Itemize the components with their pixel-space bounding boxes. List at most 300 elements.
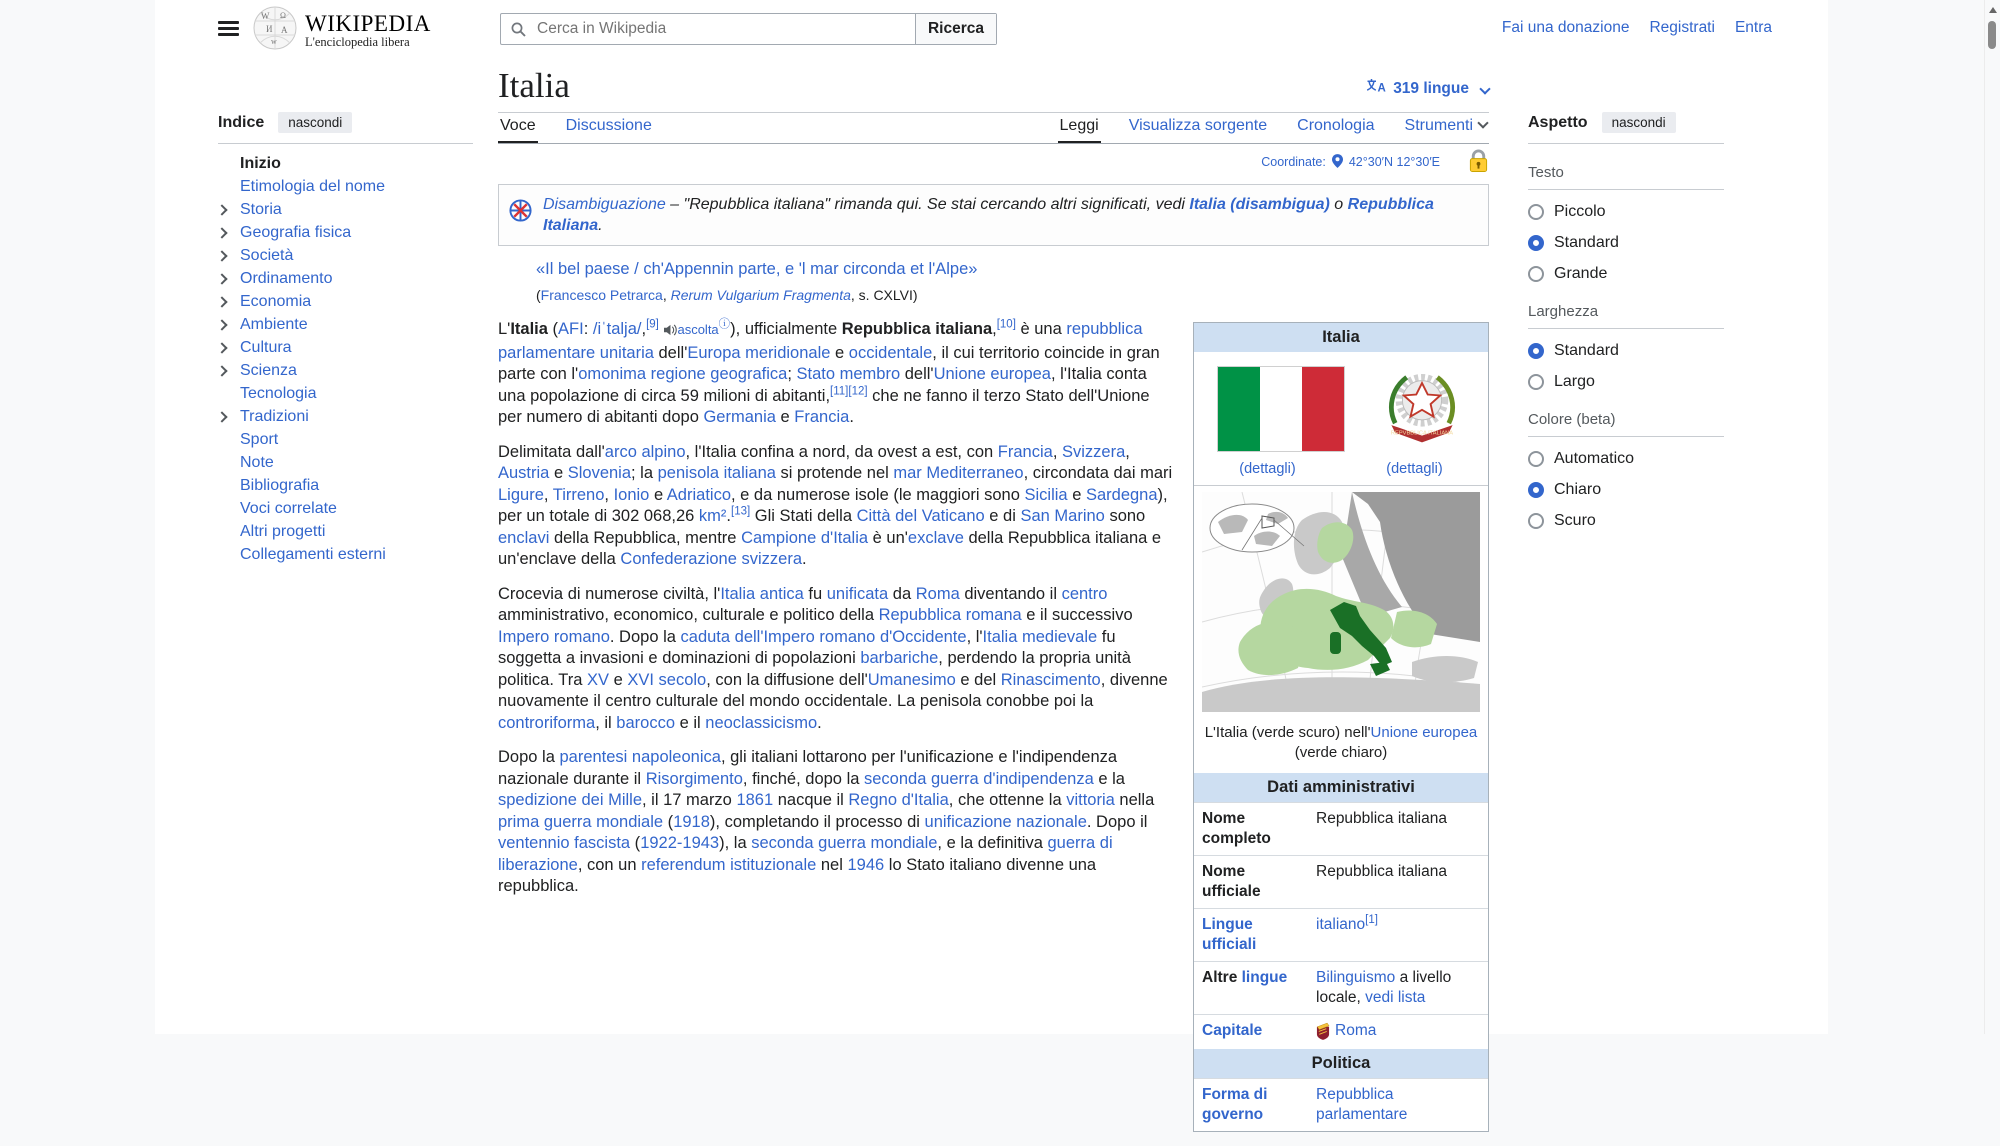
eu-location-map[interactable]: [1194, 486, 1488, 719]
reference-superscript: [997, 319, 1016, 331]
inline-link[interactable]: Disambiguazione: [543, 196, 666, 213]
inline-link[interactable]: mar Mediterraneo: [893, 464, 1024, 482]
radio-option-label: Scuro: [1554, 512, 1596, 529]
radio-unselected-icon[interactable]: [1528, 374, 1544, 390]
text-segment: sono: [1104, 507, 1146, 525]
inline-link[interactable]: Italia antica: [720, 584, 804, 603]
text-segment: ), completando il processo di: [709, 812, 925, 831]
text-segment: ,: [641, 320, 647, 338]
toc-item-sport[interactable]: [218, 428, 473, 451]
text-segment: e: [549, 464, 568, 482]
inline-link[interactable]: Sardegna: [1085, 485, 1158, 504]
text-segment: , e da numerose isole (le maggiori sono: [731, 485, 1025, 504]
inline-link[interactable]: Repubblica romana: [878, 606, 1022, 624]
infobox-row-value: [1310, 962, 1488, 1014]
toc-item-label[interactable]: Economia: [240, 293, 312, 310]
text-segment: .: [802, 550, 807, 568]
radio-unselected-icon[interactable]: [1528, 451, 1544, 467]
reference-link[interactable]: [11]: [830, 385, 849, 397]
expand-chevron-icon[interactable]: [216, 227, 227, 238]
toc-item-economia[interactable]: [218, 290, 473, 313]
text-segment: nel: [816, 855, 848, 874]
audio-speaker-icon[interactable]: [663, 321, 677, 343]
text-segment: a livello locale,: [1316, 969, 1452, 1006]
toc-item-label[interactable]: Tradizioni: [240, 408, 309, 425]
text-segment: nacque il: [773, 791, 849, 809]
emblem-details-link[interactable]: (dettagli): [1386, 461, 1443, 477]
coordinates-line: [498, 150, 1489, 174]
radio-unselected-icon[interactable]: [1528, 204, 1544, 220]
appearance-section-title: Larghezza: [1528, 297, 1724, 329]
toc-item-etimologia-del-nome[interactable]: [218, 175, 473, 198]
text-segment: ,: [604, 485, 614, 504]
inline-link[interactable]: km²: [698, 507, 727, 525]
expand-chevron-icon[interactable]: [216, 342, 227, 353]
inline-link[interactable]: Regno d'Italia: [848, 791, 949, 809]
text-segment: .: [726, 507, 732, 525]
toc-item-label[interactable]: Cultura: [240, 339, 292, 356]
toc-item-ambiente[interactable]: [218, 313, 473, 336]
inline-link[interactable]: Capitale: [1202, 1022, 1263, 1039]
text-segment: (verde chiaro): [1294, 744, 1388, 761]
text-segment: e: [1067, 485, 1086, 504]
inline-link[interactable]: italiano: [1316, 916, 1366, 933]
text-segment: .: [598, 217, 603, 234]
inline-link[interactable]: exclave: [907, 528, 964, 547]
expand-chevron-icon[interactable]: [216, 411, 227, 422]
toc-header: [218, 112, 473, 144]
text-segment: lo Stato italiano divenne una repubblica.: [498, 855, 1097, 895]
svg-text:A: A: [1377, 82, 1386, 94]
infobox-detail-links: [1194, 457, 1488, 486]
appearance-hide-button[interactable]: nascondi: [1602, 112, 1676, 133]
wikipedia-wordmark: [305, 12, 431, 49]
reference-link[interactable]: [13]: [731, 505, 751, 518]
text-segment: dell': [653, 343, 688, 362]
text-segment: , s. CXLVI): [850, 287, 918, 303]
reference-link[interactable]: [9]: [646, 318, 659, 331]
flag-details-link[interactable]: (dettagli): [1239, 461, 1296, 477]
tab-visualizza-sorgente[interactable]: Visualizza sorgente: [1128, 117, 1268, 134]
inline-link[interactable]: Forma di governo: [1202, 1086, 1268, 1123]
page-title: Italia: [498, 66, 570, 105]
coordinates-label[interactable]: Coordinate:: [1261, 155, 1326, 169]
tab-strumenti[interactable]: Strumenti: [1403, 113, 1489, 143]
scrollbar-thumb[interactable]: [1988, 21, 1996, 49]
reference-superscript: [830, 385, 848, 397]
inline-link[interactable]: caduta dell'Impero romano d'Occidente: [680, 627, 967, 646]
inline-link[interactable]: Slovenia: [567, 464, 632, 482]
inline-link[interactable]: Repubblica parlamentare: [1316, 1086, 1408, 1123]
svg-text:И: И: [266, 24, 273, 34]
expand-chevron-icon[interactable]: [216, 273, 227, 284]
inline-link[interactable]: penisola italiana: [657, 464, 776, 482]
radio-option-piccolo[interactable]: [1528, 203, 1724, 221]
text-segment: che ne fanno il terzo Stato dell'Unione per numero di abitanti dopo: [498, 386, 1150, 426]
radio-option-label: Largo: [1554, 373, 1595, 390]
language-icon: [1366, 78, 1387, 99]
text-segment: ; la: [631, 464, 658, 482]
reference-link[interactable]: ⓘ: [718, 318, 731, 331]
expand-chevron-icon[interactable]: [216, 365, 227, 376]
language-selector-button[interactable]: [1366, 78, 1489, 99]
text-segment: , perdendo la propria unità politica. Tra: [498, 649, 1131, 689]
user-link-1[interactable]: Registrati: [1649, 19, 1715, 36]
inline-link[interactable]: Francesco Petrarca: [540, 287, 663, 303]
user-link-0[interactable]: Fai una donazione: [1501, 19, 1630, 36]
wikipedia-logo[interactable]: [253, 6, 431, 55]
inline-link[interactable]: Città del Vaticano: [856, 507, 985, 525]
inline-link[interactable]: Ligure: [498, 485, 544, 504]
inline-link[interactable]: barocco: [616, 713, 675, 732]
inline-link[interactable]: enclavi: [498, 528, 550, 547]
toc-item-label[interactable]: Inizio: [240, 155, 281, 172]
inline-link[interactable]: Europa meridionale: [687, 343, 831, 362]
text-segment: e: [608, 670, 628, 689]
toc-item-label[interactable]: Altri progetti: [240, 523, 326, 540]
inline-link[interactable]: Rinascimento: [1000, 670, 1101, 689]
inline-link[interactable]: seconda guerra d'indipendenza: [864, 769, 1094, 788]
text-segment: si protende nel: [775, 464, 894, 482]
text-segment: , il cui territorio coincide in gran parte con l': [498, 343, 1160, 383]
main-menu-icon[interactable]: [218, 21, 239, 36]
inline-link[interactable]: Francia: [794, 408, 850, 426]
svg-text:REPVBBLICA ITALIANA: REPVBBLICA ITALIANA: [1390, 430, 1453, 437]
tab-discussione[interactable]: Discussione: [565, 117, 652, 134]
chevron-down-icon: [1477, 117, 1488, 128]
appearance-section-title: Colore (beta): [1528, 405, 1724, 437]
toc-item-label[interactable]: Etimologia del nome: [240, 178, 385, 195]
inline-link[interactable]: 1918: [673, 812, 710, 831]
text-segment: e: [649, 485, 667, 504]
table-of-contents: [218, 112, 473, 566]
search-input[interactable]: [535, 14, 915, 44]
inline-link[interactable]: Italia (disambigua): [1189, 196, 1330, 213]
toc-item-label[interactable]: Società: [240, 247, 294, 264]
opening-quote: [536, 258, 1489, 306]
radio-option-chiaro[interactable]: [1528, 481, 1724, 499]
appearance-section: [1528, 297, 1724, 391]
toc-item-altri-progetti[interactable]: [218, 520, 473, 543]
article-main: [498, 66, 1489, 1146]
radio-selected-icon[interactable]: [1528, 482, 1544, 498]
infobox-row-label: [1194, 856, 1310, 908]
toc-list: [218, 152, 473, 566]
inline-link[interactable]: seconda guerra mondiale: [751, 834, 938, 852]
text-segment: Repubblica italiana: [1316, 863, 1447, 880]
inline-link[interactable]: neoclassicismo: [705, 713, 818, 732]
text-segment: , gli italiani lottarono per l'unificazione e l'indipendenza nazionale durante il: [498, 748, 1118, 788]
inline-link[interactable]: AFI: [558, 320, 584, 338]
scrollbar[interactable]: [1984, 0, 2000, 1034]
inline-link[interactable]: Roma: [915, 584, 960, 603]
toc-item-label[interactable]: Storia: [240, 201, 282, 218]
roma-coat-of-arms-icon: [1316, 1022, 1335, 1043]
appearance-title: Aspetto: [1528, 113, 1588, 131]
appearance-header: [1528, 112, 1724, 144]
tab-cronologia[interactable]: Cronologia: [1297, 117, 1375, 134]
inline-link[interactable]: XV: [586, 670, 609, 689]
toc-item-label[interactable]: Ambiente: [240, 316, 308, 333]
toc-item-tradizioni[interactable]: [218, 405, 473, 428]
article-tabs: [498, 113, 1489, 144]
inline-link[interactable]: Sicilia: [1024, 485, 1068, 504]
inline-link[interactable]: Campione d'Italia: [741, 528, 869, 547]
inline-link[interactable]: /iˈtalja/: [592, 320, 642, 338]
radio-option-automatico[interactable]: [1528, 450, 1724, 468]
text-segment: Altre: [1202, 969, 1242, 986]
radio-option-label: Piccolo: [1554, 203, 1606, 220]
text-segment: della Repubblica, mentre: [549, 528, 742, 547]
reference-superscript: [731, 506, 750, 518]
toc-hide-button[interactable]: nascondi: [278, 112, 352, 133]
text-segment: , il: [595, 713, 617, 732]
text-segment: (: [663, 812, 674, 831]
inline-link[interactable]: unificata: [826, 584, 889, 603]
text-segment: , finché, dopo la: [742, 769, 864, 788]
inline-link[interactable]: vittoria: [1066, 791, 1115, 809]
radio-option-label: Automatico: [1554, 450, 1635, 467]
text-segment: :: [583, 320, 593, 338]
inline-link[interactable]: prima guerra mondiale: [498, 812, 664, 831]
appearance-section-title: Testo: [1528, 158, 1724, 190]
inline-link[interactable]: Ionio: [613, 485, 650, 504]
toc-item-note[interactable]: [218, 451, 473, 474]
expand-chevron-icon[interactable]: [216, 319, 227, 330]
radio-selected-icon[interactable]: [1528, 235, 1544, 251]
reference-link[interactable]: [10]: [996, 318, 1016, 331]
inline-link[interactable]: spedizione dei Mille: [498, 791, 642, 809]
expand-chevron-icon[interactable]: [216, 204, 227, 215]
inline-link[interactable]: occidentale: [848, 343, 933, 362]
infobox-row: [1194, 802, 1488, 855]
toc-item-tecnologia[interactable]: [218, 382, 473, 405]
inline-link[interactable]: Tirreno: [552, 485, 605, 504]
inline-link[interactable]: Francia: [997, 442, 1053, 461]
text-segment: Nome completo: [1202, 810, 1271, 847]
inline-link[interactable]: ascolta: [677, 322, 719, 337]
radio-option-standard[interactable]: [1528, 342, 1724, 360]
toc-item-label[interactable]: Sport: [240, 431, 279, 448]
hatnote-text: [543, 196, 1434, 234]
infobox-row: [1194, 908, 1488, 961]
text-segment: da: [888, 584, 916, 603]
radio-option-label: Standard: [1554, 342, 1619, 359]
toc-item-label[interactable]: Geografia fisica: [240, 224, 352, 241]
radio-option-largo[interactable]: [1528, 373, 1724, 391]
toc-item-voci-correlate[interactable]: [218, 497, 473, 520]
inline-link[interactable]: Umanesimo: [867, 670, 956, 689]
radio-option-label: Chiaro: [1554, 481, 1602, 498]
toc-item-label[interactable]: Ordinamento: [240, 270, 333, 287]
text-segment: ,: [543, 485, 553, 504]
inline-link[interactable]: lingue: [1241, 969, 1288, 986]
text-segment: ,: [992, 320, 997, 338]
inline-link[interactable]: arco alpino: [604, 442, 686, 461]
text-segment: , divenne nuovamente il centro culturale del mondo occidentale. La penisola conobbe poi la: [498, 670, 1168, 710]
toc-item-bibliografia[interactable]: [218, 474, 473, 497]
inline-link[interactable]: 1861: [736, 791, 774, 809]
inline-link[interactable]: ventennio fascista: [498, 834, 631, 852]
inline-link[interactable]: Rerum Vulgarium Fragmenta: [670, 287, 851, 303]
inline-link[interactable]: Unione europea: [933, 365, 1051, 383]
inline-link[interactable]: guerra di liberazione: [498, 834, 1113, 874]
infobox-row-label: [1194, 803, 1310, 855]
toc-item-label[interactable]: Scienza: [240, 362, 297, 379]
text-segment: , con la diffusione dell': [706, 670, 868, 689]
inline-link[interactable]: repubblica parlamentare unitaria: [498, 320, 1143, 362]
inline-link[interactable]: 1922-1943: [640, 834, 720, 852]
infobox-row: [1194, 1078, 1488, 1131]
inline-link[interactable]: unificazione nazionale: [924, 812, 1087, 831]
inline-link[interactable]: parentesi napoleonica: [559, 748, 721, 766]
expand-chevron-icon[interactable]: [216, 250, 227, 261]
toc-item-inizio[interactable]: [218, 152, 473, 175]
text-segment: Crocevia di numerose civiltà, l': [498, 584, 721, 603]
text-segment: .: [849, 408, 854, 426]
italy-flag-image[interactable]: [1217, 366, 1345, 452]
toc-item-label[interactable]: Note: [240, 454, 274, 471]
inline-link[interactable]: vedi lista: [1365, 989, 1426, 1006]
radio-unselected-icon[interactable]: [1528, 266, 1544, 282]
reference-link[interactable]: [12]: [848, 385, 868, 397]
expand-chevron-icon[interactable]: [216, 296, 227, 307]
italy-emblem-image[interactable]: [1378, 362, 1466, 455]
text-segment: .: [817, 713, 822, 732]
toc-item-label[interactable]: Bibliografia: [240, 477, 320, 494]
semi-protection-lock-icon[interactable]: [1468, 148, 1489, 176]
toc-item-label[interactable]: Tecnologia: [240, 385, 317, 402]
radio-selected-icon[interactable]: [1528, 343, 1544, 359]
text-segment: o: [1329, 196, 1348, 213]
text-segment: Delimitata dall': [498, 442, 605, 461]
inline-link[interactable]: Roma: [1335, 1022, 1377, 1039]
infobox-row-label: [1194, 909, 1310, 961]
text-segment: – "Repubblica italiana" rimanda qui. Se stai cercando altri significati, vedi: [665, 196, 1190, 213]
infobox-row-label: [1194, 1079, 1310, 1131]
search-bar: [500, 13, 997, 45]
tab-voce[interactable]: Voce: [498, 113, 538, 143]
text-segment: e il successivo: [1021, 606, 1133, 624]
infobox-title: Italia: [1194, 323, 1488, 352]
text-segment: (: [547, 320, 559, 338]
toc-item-label[interactable]: Collegamenti esterni: [240, 546, 386, 563]
text-segment: e di: [984, 507, 1021, 525]
inline-link[interactable]: controriforma: [498, 713, 596, 732]
toc-item-cultura[interactable]: [218, 336, 473, 359]
text-segment: (: [536, 287, 541, 303]
wordmark-title: WIKIPEDIA: [305, 10, 431, 36]
text-segment: e il: [675, 713, 706, 732]
infobox-row-label: [1194, 962, 1310, 1014]
disambiguation-hatnote: [498, 184, 1489, 246]
text-segment: , e la definitiva: [937, 834, 1048, 852]
map-caption: [1194, 719, 1488, 773]
toc-item-collegamenti-esterni[interactable]: [218, 543, 473, 566]
inline-link[interactable]: Italia medievale: [982, 627, 1098, 646]
inline-link[interactable]: Repubblica Italiana: [543, 196, 1434, 234]
tab-leggi[interactable]: Leggi: [1058, 113, 1101, 143]
inline-link[interactable]: Germania: [703, 408, 776, 426]
toc-item-ordinamento[interactable]: [218, 267, 473, 290]
inline-link[interactable]: Lingue ufficiali: [1202, 916, 1257, 953]
inline-link[interactable]: 1946: [847, 855, 885, 874]
language-count-label: 319 lingue: [1393, 79, 1469, 97]
coordinates-value[interactable]: 42°30′N 12°30′E: [1348, 155, 1440, 169]
inline-link[interactable]: omonima regione geografica: [578, 365, 788, 383]
infobox-row: [1194, 1014, 1488, 1049]
inline-link[interactable]: Svizzera: [1061, 442, 1126, 461]
text-segment: amministrativo, economico, culturale e politico della: [498, 606, 879, 624]
toc-item-societ-[interactable]: [218, 244, 473, 267]
toc-item-storia[interactable]: [218, 198, 473, 221]
scrollbar-up-arrow[interactable]: [1989, 7, 1997, 13]
inline-link[interactable]: centro: [1061, 584, 1108, 603]
text-segment: Gli Stati della: [750, 507, 857, 525]
toc-item-label[interactable]: Voci correlate: [240, 500, 337, 517]
svg-text:Ω: Ω: [280, 11, 286, 20]
country-infobox: [1193, 322, 1489, 1132]
reference-superscript: [646, 319, 659, 331]
text-segment: ;: [787, 365, 797, 383]
toc-item-scienza[interactable]: [218, 359, 473, 382]
svg-text:w: w: [271, 37, 277, 46]
quote-verse-link[interactable]: «Il bel paese / ch'Appennin parte, e 'l mar circonda et l'Alpe»: [536, 260, 978, 278]
inline-link[interactable]: Bilinguismo: [1316, 969, 1396, 986]
infobox-section-header: Dati amministrativi: [1194, 773, 1488, 802]
infobox-sections: [1194, 773, 1488, 1131]
text-segment: , con un: [577, 855, 642, 874]
text-segment: Nome ufficiale: [1202, 863, 1261, 900]
tabs-right: [1058, 113, 1489, 143]
text-segment: ), ufficialmente: [730, 320, 842, 338]
radio-unselected-icon[interactable]: [1528, 513, 1544, 529]
text-segment: ,: [1125, 442, 1130, 461]
appearance-panel: [1528, 112, 1724, 530]
reference-superscript: [1365, 914, 1378, 926]
disambiguation-icon: [508, 198, 533, 229]
radio-option-standard[interactable]: [1528, 234, 1724, 252]
radio-option-label: Grande: [1554, 265, 1608, 282]
text-segment: Italia: [510, 320, 548, 338]
inline-link[interactable]: Confederazione svizzera: [620, 550, 803, 568]
infobox-row-label: [1194, 1015, 1310, 1049]
inline-link[interactable]: Unione europea: [1370, 724, 1478, 741]
radio-option-grande[interactable]: [1528, 265, 1724, 283]
site-header: [155, 0, 1828, 58]
wikipedia-globe-icon: [253, 6, 297, 55]
radio-option-scuro[interactable]: [1528, 512, 1724, 530]
inline-link[interactable]: referendum istituzionale: [641, 855, 817, 874]
search-button[interactable]: Ricerca: [915, 14, 996, 44]
inline-link[interactable]: Adriatico: [666, 485, 731, 504]
inline-link[interactable]: Austria: [498, 464, 550, 482]
inline-link[interactable]: Stato membro: [796, 365, 901, 383]
text-segment: dell': [900, 365, 934, 383]
toc-item-geografia-fisica[interactable]: [218, 221, 473, 244]
inline-link[interactable]: San Marino: [1020, 507, 1105, 525]
inline-link[interactable]: barbariche: [860, 649, 939, 667]
text-segment: , il 17 marzo: [642, 791, 737, 809]
appearance-sections: [1528, 158, 1724, 530]
text-segment: della Repubblica italiana e un'enclave della: [498, 528, 1162, 568]
reference-link[interactable]: [1]: [1365, 913, 1378, 926]
user-link-2[interactable]: Entra: [1734, 19, 1772, 36]
inline-link[interactable]: XVI secolo: [627, 670, 707, 689]
inline-link[interactable]: Risorgimento: [645, 769, 743, 788]
wordmark-tagline: L'enciclopedia libera: [305, 35, 410, 49]
inline-link[interactable]: Impero romano: [498, 627, 610, 646]
